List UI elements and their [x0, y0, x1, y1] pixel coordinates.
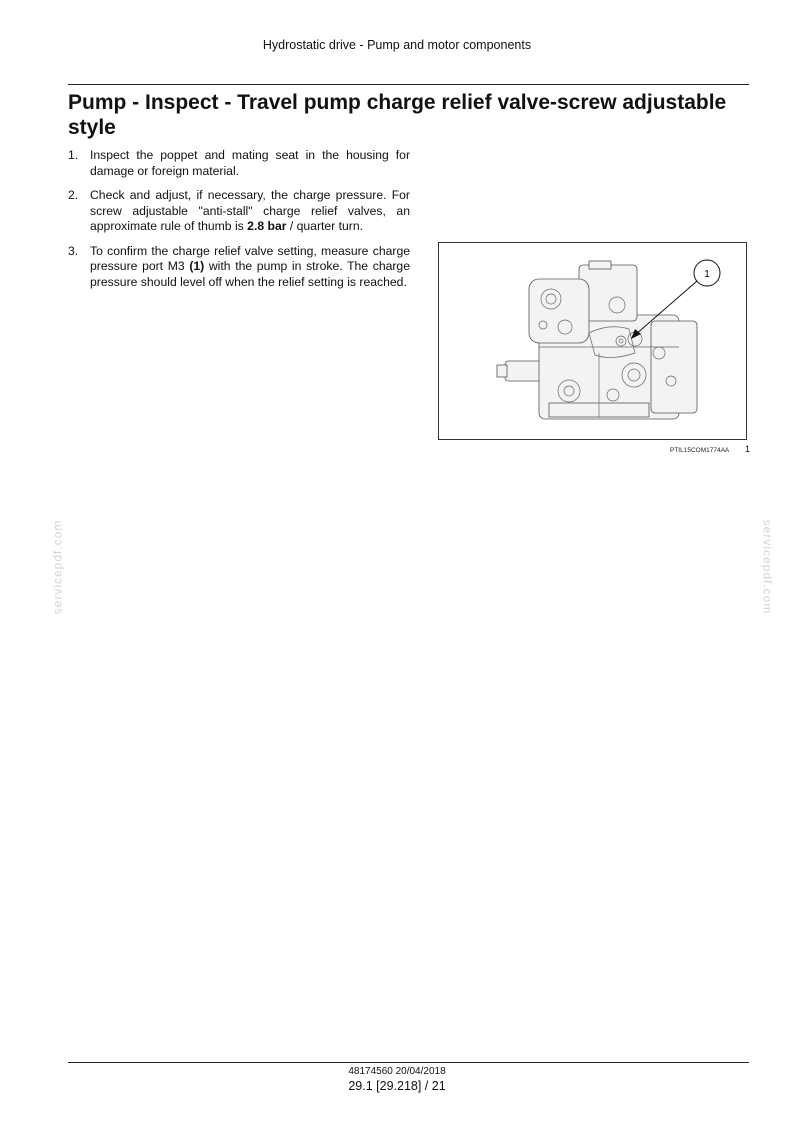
step-text: / quarter turn.: [286, 219, 364, 233]
figure-code: PTIL15COM1774AA: [670, 447, 730, 454]
figure-number: 1: [745, 444, 751, 454]
footer-rule: [68, 1062, 749, 1063]
watermark-right: servicepdf.com: [760, 519, 775, 615]
step-number: 1.: [68, 148, 79, 162]
step-text: Inspect the poppet and mating seat in the housing for damage or foreign material.: [90, 148, 410, 178]
step-item: [68, 244, 410, 291]
step-emphasis: 2.8 bar: [247, 219, 287, 233]
step-emphasis: (1): [189, 259, 205, 273]
header-rule: [68, 84, 749, 85]
inspection-steps: [68, 148, 410, 299]
watermark-left: servicepdf.com: [50, 519, 65, 615]
page-reference: 29.1 [29.218] / 21: [348, 1079, 446, 1093]
step-number: 3.: [68, 243, 79, 258]
step-text: To confirm the charge relief valve setting, measure charge pressure port M3: [90, 243, 410, 273]
document-id: 48174560 20/04/2018: [348, 1066, 446, 1077]
running-header: Hydrostatic drive - Pump and motor components: [262, 38, 532, 52]
page-title: Pump - Inspect - Travel pump charge relief valve-screw adjustable style: [68, 91, 727, 139]
step-text: Check and adjust, if necessary, the charge pressure. For screw adjustable "anti-stall" charge relief valves, an approximate rule of thumb is: [90, 188, 410, 233]
step-item: [68, 188, 410, 235]
pump-figure: [438, 242, 747, 440]
step-number: 2.: [68, 188, 79, 202]
step-item: [68, 148, 410, 179]
pump-illustration: [439, 243, 746, 439]
step-text: with the pump in stroke. The charge pressure should level off when the relief setting is reached.: [90, 259, 410, 289]
callout-label: 1: [704, 269, 710, 280]
